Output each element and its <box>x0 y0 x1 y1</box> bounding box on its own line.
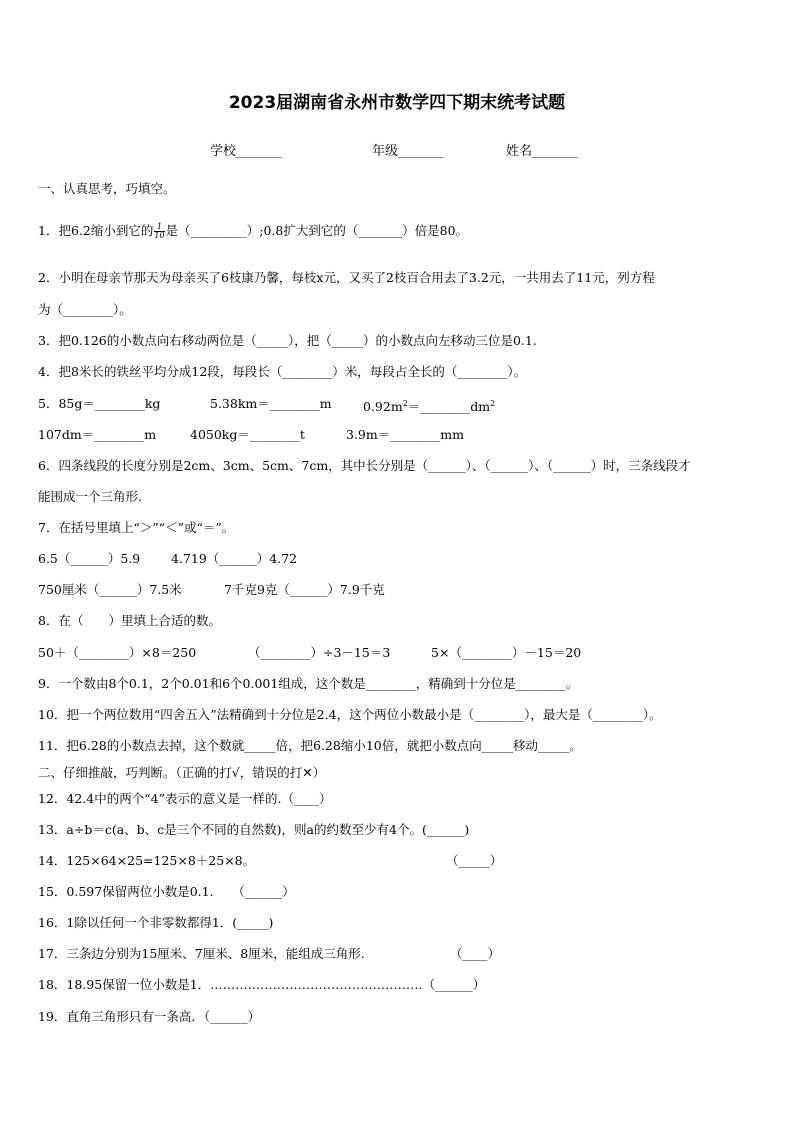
question-2-line-2: 为（________）。 <box>38 302 132 317</box>
grade-field: 年级_______ <box>372 144 444 159</box>
q8-item-b: （________）÷3－15＝3 <box>248 645 391 660</box>
q8-item-a: 50＋（________）×8＝250 <box>38 645 197 660</box>
question-7-row-1 <box>38 550 298 568</box>
section-heading-fill-blank: 一、认真思考，巧填空。 <box>38 181 176 196</box>
q5-item-a: 5．85g＝________kg <box>38 396 161 411</box>
question-18: 18．18.95保留一位小数是1．……………………………………………（______） <box>38 977 486 992</box>
question-1-after: 是（_________）;0.8扩大到它的（_______）倍是80。 <box>165 223 469 238</box>
q17-paren: （____） <box>450 946 501 961</box>
question-14 <box>38 852 503 870</box>
question-4: 4．把8米长的铁丝平均分成12段，每段长（________）米，每段占全长的（________）。 <box>38 364 527 379</box>
question-16: 16．1除以任何一个非零数都得1．(_____) <box>38 915 274 930</box>
page-title: 2023届湖南省永州市数学四下期末统考试题 <box>228 93 566 113</box>
section-heading-judge: 二、仔细推敲，巧判断。（正确的打√，错误的打✕） <box>38 765 326 780</box>
question-5-row-2 <box>38 426 464 444</box>
q5-item-b: 5.38km＝________m <box>210 396 332 411</box>
q5-item-c: $0.92m^2=\_\_\_\_\_\_\_\_dm^2$ <box>363 399 496 415</box>
q14-text: 14．125×64×25=125×8＋25×8。 <box>38 853 256 868</box>
q5-item-d: 107dm＝________m <box>38 427 157 442</box>
fraction-one-tenth: $\frac{1}{10}$ <box>154 222 165 240</box>
q17-text: 17．三条边分别为15厘米、7厘米、8厘米，能组成三角形. <box>38 946 365 961</box>
q7-item-d: 7千克9克（______）7.9千克 <box>224 582 385 597</box>
q14-paren: （_____） <box>446 853 503 868</box>
question-1 <box>38 222 468 240</box>
name-field: 姓名_______ <box>506 144 578 159</box>
question-19: 19．直角三角形只有一条高．（______） <box>38 1009 261 1024</box>
question-9: 9．一个数由8个0.1，2个0.01和6个0.001组成，这个数是________，精确到十分位是________。 <box>38 676 579 691</box>
q8-item-c: 5×（________）－15＝20 <box>431 645 582 660</box>
q5-item-e: 4050kg＝________t <box>190 427 305 442</box>
question-8: 8．在（ ）里填上合适的数。 <box>38 613 221 628</box>
question-2-line-1: 2．小明在母亲节那天为母亲买了6枝康乃馨，每枝x元，又买了2枝百合用去了3.2元，一共用去了11元，列方程 <box>38 270 655 285</box>
question-13: 13．a÷b＝c(a、b、c是三个不同的自然数)，则a的约数至少有4个。(______) <box>38 822 470 837</box>
question-7-row-2 <box>38 581 385 599</box>
question-15: 15．0.597保留两位小数是0.1. （______） <box>38 884 295 899</box>
question-3: 3．把0.126的小数点向右移动两位是（_____），把（_____）的小数点向左移动三位是0.1. <box>38 333 537 348</box>
question-17 <box>38 945 501 963</box>
q7-item-c: 750厘米（______）7.5米 <box>38 582 182 597</box>
q7-item-b: 4.719（______）4.72 <box>171 551 298 566</box>
question-1-before: 1．把6.2缩小到它的 <box>38 223 154 238</box>
question-5-row-1 <box>38 395 496 415</box>
question-10: 10．把一个两位数用“四舍五入”法精确到十分位是2.4，这个两位小数最小是（________），最大是（________）。 <box>38 707 662 722</box>
question-11: 11．把6.28的小数点去掉，这个数就_____倍，把6.28缩小10倍，就把小数点向_____移动_____。 <box>38 738 582 753</box>
question-6-line-2: 能围成一个三角形. <box>38 489 142 504</box>
question-8-row <box>38 644 582 662</box>
question-6-line-1: 6．四条线段的长度分别是2cm、3cm、5cm、7cm，其中长分别是（______）、（______）、（______）时，三条线段才 <box>38 458 691 473</box>
school-field: 学校_______ <box>210 144 282 159</box>
question-12: 12．42.4中的两个“4”表示的意义是一样的.（____） <box>38 791 332 806</box>
question-7: 7．在括号里填上“＞”“＜”或“＝”。 <box>38 520 235 535</box>
q5-item-f: 3.9m＝________mm <box>346 427 464 442</box>
q7-item-a: 6.5（______）5.9 <box>38 551 141 566</box>
